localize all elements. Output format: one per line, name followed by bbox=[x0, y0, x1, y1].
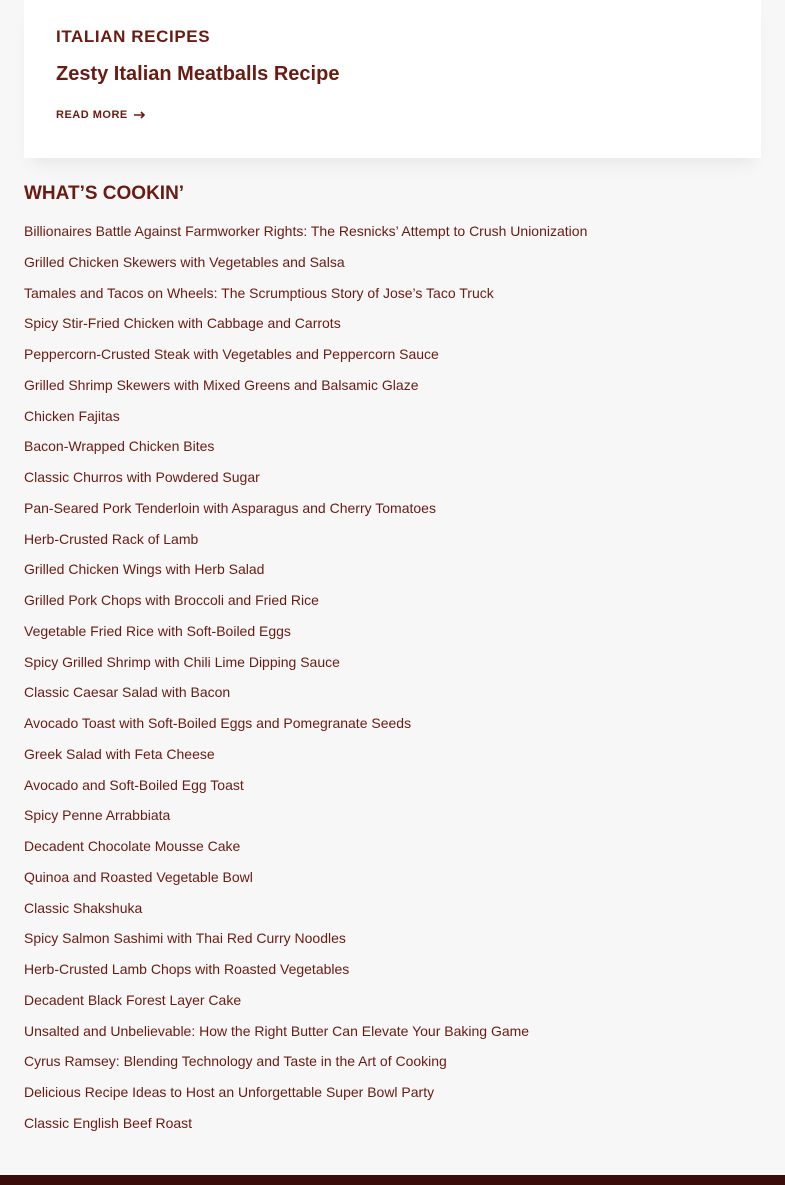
list-item bbox=[24, 374, 587, 405]
recipe-link[interactable]: Cyrus Ramsey: Blending Technology and Taste in the Art of Cooking bbox=[24, 1053, 447, 1070]
recipe-link[interactable]: Chicken Fajitas bbox=[24, 407, 120, 424]
list-item bbox=[24, 958, 587, 989]
recipe-link[interactable]: Pan-Seared Pork Tenderloin with Asparagus and Cherry Tomatoes bbox=[24, 499, 436, 516]
recipe-link[interactable]: Classic Shakshuka bbox=[24, 899, 143, 916]
list-item bbox=[24, 282, 587, 313]
list-item bbox=[24, 804, 587, 835]
recipe-link[interactable]: Unsalted and Unbelievable: How the Right Butter Can Elevate Your Baking Game bbox=[24, 1022, 530, 1039]
list-item bbox=[24, 405, 587, 436]
list-item bbox=[24, 251, 587, 282]
list-item bbox=[24, 866, 587, 897]
list-item bbox=[24, 774, 587, 805]
recipe-link[interactable]: Greek Salad with Feta Cheese bbox=[24, 745, 215, 762]
recipe-link[interactable]: Bacon-Wrapped Chicken Bites bbox=[24, 438, 215, 455]
list-item bbox=[24, 220, 587, 251]
recipe-link[interactable]: Spicy Stir-Fried Chicken with Cabbage and Carrots bbox=[24, 315, 341, 332]
recipe-link[interactable]: Billionaires Battle Against Farmworker Rights: The Resnicks’ Attempt to Crush Unionization bbox=[24, 223, 588, 239]
list-item bbox=[24, 681, 587, 712]
recipe-link[interactable]: Delicious Recipe Ideas to Host an Unforgettable Super Bowl Party bbox=[24, 1084, 435, 1100]
recipe-link[interactable]: Spicy Grilled Shrimp with Chili Lime Dipping Sauce bbox=[24, 653, 340, 670]
post-title[interactable]: Zesty Italian Meatballs Recipe bbox=[56, 63, 340, 85]
recipe-link[interactable]: Herb-Crusted Lamb Chops with Roasted Vegetables bbox=[24, 961, 350, 977]
recipe-link[interactable]: Grilled Chicken Skewers with Vegetables and Salsa bbox=[24, 253, 345, 270]
recipe-list bbox=[24, 220, 587, 1143]
read-more-link[interactable] bbox=[56, 108, 146, 122]
footer-bar bbox=[0, 1175, 785, 1185]
list-item bbox=[24, 835, 587, 866]
recipe-link[interactable]: Quinoa and Roasted Vegetable Bowl bbox=[24, 868, 253, 885]
recipe-link[interactable]: Grilled Shrimp Skewers with Mixed Greens and Balsamic Glaze bbox=[24, 376, 419, 393]
post-category[interactable]: ITALIAN RECIPES bbox=[56, 27, 211, 46]
list-item bbox=[24, 743, 587, 774]
recipe-link[interactable]: Peppercorn-Crusted Steak with Vegetables and Peppercorn Sauce bbox=[24, 346, 439, 362]
list-item bbox=[24, 343, 587, 374]
recipe-link[interactable]: Grilled Chicken Wings with Herb Salad bbox=[24, 561, 265, 578]
read-more-label: READ MORE bbox=[56, 109, 128, 121]
list-item bbox=[24, 1112, 587, 1143]
list-item bbox=[24, 897, 587, 928]
recipe-link[interactable]: Avocado Toast with Soft-Boiled Eggs and Pomegranate Seeds bbox=[24, 715, 412, 731]
list-item bbox=[24, 712, 587, 743]
list-item bbox=[24, 528, 587, 559]
list-item bbox=[24, 620, 587, 651]
recipe-link[interactable]: Decadent Black Forest Layer Cake bbox=[24, 991, 242, 1008]
list-item bbox=[24, 651, 587, 682]
list-item bbox=[24, 558, 587, 589]
list-item bbox=[24, 989, 587, 1020]
list-item bbox=[24, 927, 587, 958]
post-card bbox=[24, 0, 761, 158]
recipe-link[interactable]: Spicy Salmon Sashimi with Thai Red Curry Noodles bbox=[24, 930, 346, 947]
recipe-link[interactable]: Classic Caesar Salad with Bacon bbox=[24, 684, 231, 701]
list-item bbox=[24, 312, 587, 343]
section-title: WHAT’S COOKIN’ bbox=[24, 183, 185, 204]
arrow-right-icon bbox=[134, 111, 146, 119]
recipe-link[interactable]: Herb-Crusted Rack of Lamb bbox=[24, 530, 199, 547]
recipe-link[interactable]: Spicy Penne Arrabbiata bbox=[24, 807, 171, 824]
recipe-link[interactable]: Grilled Pork Chops with Broccoli and Fried Rice bbox=[24, 592, 319, 608]
recipe-link[interactable]: Tamales and Tacos on Wheels: The Scrumptious Story of Jose’s Taco Truck bbox=[24, 284, 494, 301]
list-item bbox=[24, 466, 587, 497]
recipe-link[interactable]: Classic English Beef Roast bbox=[24, 1114, 193, 1131]
recipe-link[interactable]: Avocado and Soft-Boiled Egg Toast bbox=[24, 776, 244, 793]
recipe-link[interactable]: Classic Churros with Powdered Sugar bbox=[24, 469, 260, 485]
recipe-link[interactable]: Decadent Chocolate Mousse Cake bbox=[24, 838, 241, 854]
list-item bbox=[24, 1050, 587, 1081]
list-item bbox=[24, 1081, 587, 1112]
list-item bbox=[24, 497, 587, 528]
list-item bbox=[24, 435, 587, 466]
recipe-link[interactable]: Vegetable Fried Rice with Soft-Boiled Eggs bbox=[24, 622, 291, 639]
list-item bbox=[24, 589, 587, 620]
list-item bbox=[24, 1020, 587, 1051]
